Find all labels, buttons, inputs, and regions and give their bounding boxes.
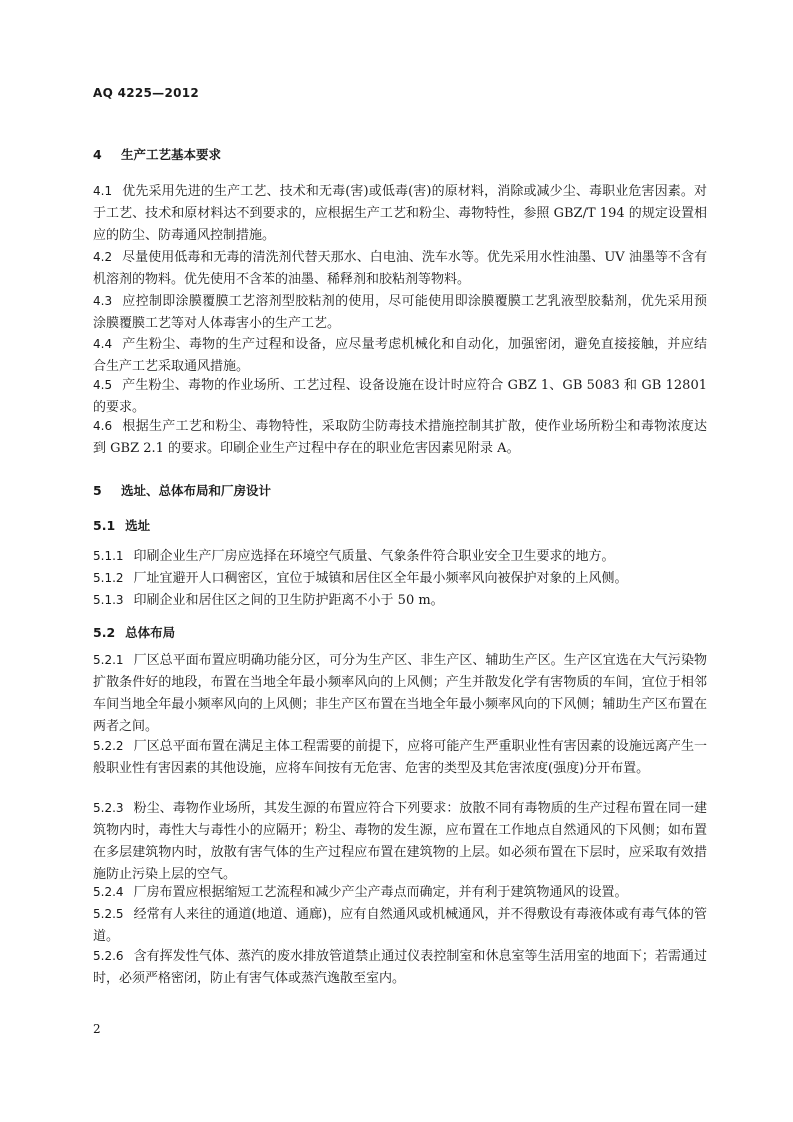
- clause-5-2-2: [93, 735, 707, 780]
- clause-number: 5.1.2: [93, 571, 124, 585]
- section-number: 5: [93, 483, 102, 498]
- section-5-heading: [93, 481, 271, 499]
- clause-5-2-4: [93, 881, 707, 904]
- clause-text: 应控制即涂膜覆膜工艺溶剂型胶粘剂的使用，尽可能使用即涂膜覆膜工艺乳液型胶黏剂，优先采用预涂膜覆膜工艺等对人体毒害小的生产工艺。: [93, 294, 707, 331]
- clause-number: 4.2: [93, 250, 113, 264]
- clause-text: 尽量使用低毒和无毒的清洗剂代替天那水、白电油、洗车水等。优先采用水性油墨、UV 油墨等不含有机溶剂的物料。优先使用不含苯的油墨、稀释剂和胶粘剂等物料。: [93, 250, 707, 287]
- section-title: 选址: [125, 518, 151, 533]
- clause-number: 5.2.4: [93, 885, 124, 899]
- clause-text: 厂房布置应根据缩短工艺流程和减少产尘产毒点而确定，并有利于建筑物通风的设置。: [133, 885, 628, 900]
- clause-5-2-6: [93, 945, 707, 990]
- page-number: 2: [93, 1022, 101, 1036]
- clause-text: 印刷企业和居住区之间的卫生防护距离不小于 50 m。: [133, 593, 444, 608]
- clause-number: 5.2.2: [93, 739, 124, 753]
- clause-4-4: [93, 333, 707, 378]
- clause-text: 产生粉尘、毒物的作业场所、工艺过程、设备设施在设计时应符合 GBZ 1、GB 5083 和 GB 12801 的要求。: [93, 378, 707, 415]
- clause-4-1: [93, 180, 707, 247]
- section-number: 5.1: [93, 518, 116, 533]
- clause-text: 含有挥发性气体、蒸汽的废水排放管道禁止通过仪表控制室和休息室等生活用室的地面下；若需通过时，必须严格密闭，防止有害气体或蒸汽逸散至室内。: [93, 949, 707, 986]
- section-4-heading: [93, 145, 221, 163]
- section-number: 5.2: [93, 625, 116, 640]
- clause-4-5: [93, 374, 707, 419]
- standard-code-header: AQ 4225—2012: [93, 86, 200, 100]
- section-5-1-heading: [93, 516, 150, 534]
- clause-text: 厂址宜避开人口稠密区，宜位于城镇和居住区全年最小频率风向被保护对象的上风侧。: [133, 571, 628, 586]
- clause-number: 5.2.3: [93, 801, 124, 815]
- clause-text: 厂区总平面布置在满足主体工程需要的前提下，应将可能产生严重职业性有害因素的设施远离产生一般职业性有害因素的其他设施，应将车间按有无危害、危害的类型及其危害浓度(强度)分开布置。: [93, 739, 707, 776]
- clause-number: 5.2.5: [93, 907, 124, 921]
- section-title: 总体布局: [125, 625, 176, 640]
- clause-5-1-2: [93, 567, 707, 590]
- clause-text: 粉尘、毒物作业场所，其发生源的布置应符合下列要求：放散不同有毒物质的生产过程布置在同一建筑物内时，毒性大与毒性小的应隔开；粉尘、毒物的发生源，应布置在工作地点自然通风的下风侧；如布置在多层建筑物内时，放散有害气体的生产过程应布置在建筑物的上层。如必须布置在下层时，应采取有效措施防止污染上层的空气。: [93, 801, 707, 882]
- clause-number: 5.1.1: [93, 549, 124, 563]
- section-5-2-heading: [93, 623, 175, 641]
- clause-text: 产生粉尘、毒物的生产过程和设备，应尽量考虑机械化和自动化，加强密闭，避免直接接触，并应结合生产工艺采取通风措施。: [93, 337, 707, 374]
- clause-text: 根据生产工艺和粉尘、毒物特性，采取防尘防毒技术措施控制其扩散，使作业场所粉尘和毒物浓度达到 GBZ 2.1 的要求。印刷企业生产过程中存在的职业危害因素见附录 A。: [93, 419, 707, 456]
- clause-4-6: [93, 415, 707, 460]
- clause-number: 4.1: [93, 184, 113, 198]
- clause-number: 4.5: [93, 378, 113, 392]
- clause-number: 5.1.3: [93, 593, 124, 607]
- clause-number: 5.2.6: [93, 949, 124, 963]
- clause-5-1-1: [93, 545, 707, 568]
- clause-5-2-5: [93, 903, 707, 948]
- clause-5-2-1: [93, 649, 707, 738]
- clause-number: 4.6: [93, 419, 113, 433]
- clause-number: 4.3: [93, 294, 113, 308]
- clause-text: 厂区总平面布置应明确功能分区，可分为生产区、非生产区、辅助生产区。生产区宜选在大气污染物扩散条件好的地段，布置在当地全年最小频率风向的上风侧；产生并散发化学有害物质的车间，宜位于相邻车间当地全年最小频率风向的上风侧；非生产区布置在当地全年最小频率风向的下风侧；辅助生产区布置在两者之间。: [93, 653, 707, 734]
- clause-text: 经常有人来往的通道(地道、通廊)，应有自然通风或机械通风，并不得敷设有毒液体或有毒气体的管道。: [93, 907, 707, 944]
- clause-text: 优先采用先进的生产工艺、技术和无毒(害)或低毒(害)的原材料，消除或减少尘、毒职业危害因素。对于工艺、技术和原材料达不到要求的，应根据生产工艺和粉尘、毒物特性，参照 GBZ/T 194 的规定设置相应的防尘、防毒通风控制措施。: [93, 184, 707, 243]
- clause-4-2: [93, 246, 707, 291]
- clause-5-2-3: [93, 797, 707, 886]
- section-title: 生产工艺基本要求: [121, 147, 222, 162]
- clause-4-3: [93, 290, 707, 335]
- section-number: 4: [93, 147, 102, 162]
- clause-5-1-3: [93, 589, 707, 612]
- clause-number: 5.2.1: [93, 653, 124, 667]
- clause-text: 印刷企业生产厂房应选择在环境空气质量、气象条件符合职业安全卫生要求的地方。: [133, 549, 615, 564]
- clause-number: 4.4: [93, 337, 113, 351]
- section-title: 选址、总体布局和厂房设计: [121, 483, 272, 498]
